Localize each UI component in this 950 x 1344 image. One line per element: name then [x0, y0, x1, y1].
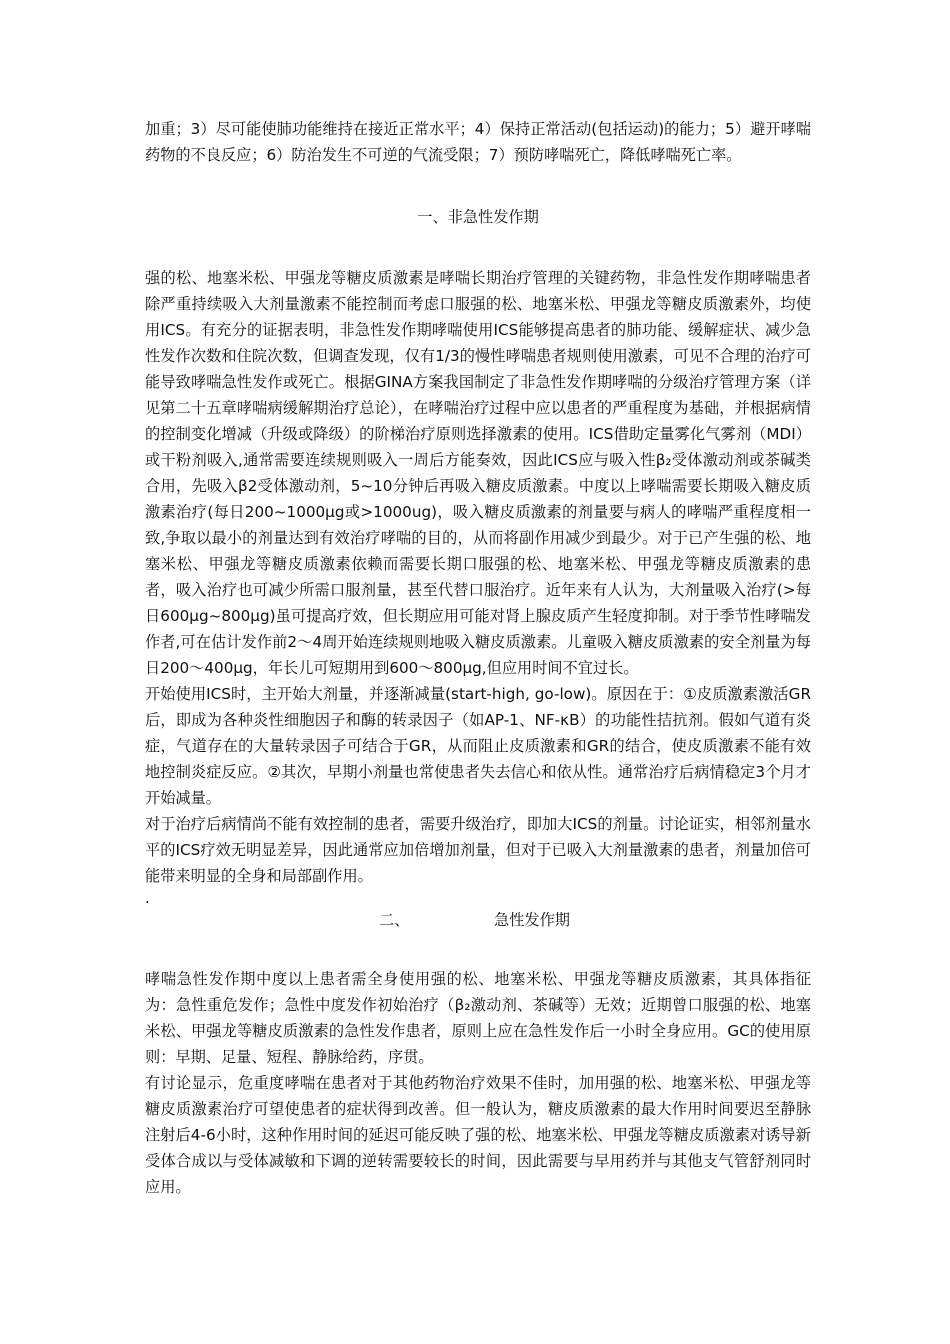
body-paragraph: 有讨论显示，危重度哮喘在患者对于其他药物治疗效果不佳时，加用强的松、地塞米松、甲强龙等糖皮质激素治疗可望使患者的症状得到改善。但一般认为，糖皮质激素的最大作用时间要迟至静脉注射后4-6小时，这种作用时间的延迟可能反映了强的松、地塞米松、甲强龙等糖皮质激素对诱导新受体合成以与受体减敏和下调的逆转需要较长的时间，因此需要与早用药并与其他支气管舒剂同时应用。 [145, 1074, 811, 1196]
document-page [145, 116, 811, 1200]
body-paragraph: 开始使用ICS时，主开始大剂量，并逐渐减量(start-high, go-low)。原因在于：①皮质激素激活GR后，即成为各种炎性细胞因子和酶的转录因子（如AP-1、NF-κB）的功能性拮抗剂。假如气道有炎症，气道存在的大量转录因子可结合于GR，从而阻止皮质激素和GR的结合，使皮质激素不能有效地控制炎症反应。②其次，早期小剂量也常使患者失去信心和依从性。通常治疗后病情稳定3个月才开始减量。 [145, 685, 811, 807]
body-paragraph: 强的松、地塞米松、甲强龙等糖皮质激素是哮喘长期治疗管理的关键药物，非急性发作期哮喘患者除严重持续吸入大剂量激素不能控制而考虑口服强的松、地塞米松、甲强龙等糖皮质激素外，均使用ICS。有充分的证据表明，非急性发作期哮喘使用ICS能够提高患者的肺功能、缓解症状、减少急性发作次数和住院次数，但调查发现，仅有1/3的慢性哮喘患者规则使用激素，可见不合理的治疗可能导致哮喘急性发作或死亡。根据GINA方案我国制定了非急性发作期哮喘的分级治疗管理方案（详见第二十五章哮喘病缓解期治疗总论），在哮喘治疗过程中应以患者的严重程度为基础，并根据病情的控制变化增减（升级或降级）的阶梯治疗原则选择激素的使用。ICS借助定量雾化气雾剂（MDI）或干粉剂吸入,通常需要连续规则吸入一周后方能奏效，因此ICS应与吸入性β₂受体激动剂或茶碱类合用，先吸入β2受体激动剂，5~10分钟后再吸入糖皮质激素。中度以上哮喘需要长期吸入糖皮质激素治疗(每日200~1000μg或>1000ug)，吸入糖皮质激素的剂量要与病人的哮喘严重程度相一致,争取以最小的剂量达到有效治疗哮喘的目的，从而将副作用减少到最少。对于已产生强的松、地塞米松、甲强龙等糖皮质激素依赖而需要长期口服强的松、地塞米松、甲强龙等糖皮质激素的患者，吸入治疗也可减少所需口服剂量，甚至代替口服治疗。近年来有人认为，大剂量吸入治疗(>每日600μg~800μg)虽可提高疗效，但长期应用可能对肾上腺皮质产生轻度抑制。对于季节性哮喘发作者,可在估计发作前2～4周开始连续规则地吸入糖皮质激素。儿童吸入糖皮质激素的安全剂量为每日200～400μg，年长儿可短期用到600～800μg,但应用时间不宜过长。 [145, 269, 811, 677]
section-number: 二、 [379, 911, 410, 929]
intro-paragraph: 加重；3）尽可能使肺功能维持在接近正常水平；4）保持正常活动(包括运动)的能力；5）避开哮喘药物的不良反应；6）防治发生不可逆的气流受限；7）预防哮喘死亡，降低哮喘死亡率。 [145, 120, 811, 164]
trailing-dot: . [145, 889, 150, 907]
section-title: 急性发作期 [494, 911, 570, 929]
body-paragraph: 对于治疗后病情尚不能有效控制的患者，需要升级治疗，即加大ICS的剂量。讨论证实，相邻剂量水平的ICS疗效无明显差异，因此通常应加倍增加剂量，但对于已吸入大剂量激素的患者，剂量加倍可能带来明显的全身和局部副作用。 [145, 815, 811, 885]
section-heading-acute [145, 907, 811, 933]
body-paragraph: 哮喘急性发作期中度以上患者需全身使用强的松、地塞米松、甲强龙等糖皮质激素，其具体指征为：急性重危发作；急性中度发作初始治疗（β₂激动剂、茶碱等）无效；近期曾口服强的松、地塞米松、甲强龙等糖皮质激素的急性发作患者，原则上应在急性发作后一小时全身应用。GC的使用原则：早期、足量、短程、静脉给药，序贯。 [145, 970, 811, 1066]
section-heading-non-acute: 一、非急性发作期 [417, 208, 539, 226]
